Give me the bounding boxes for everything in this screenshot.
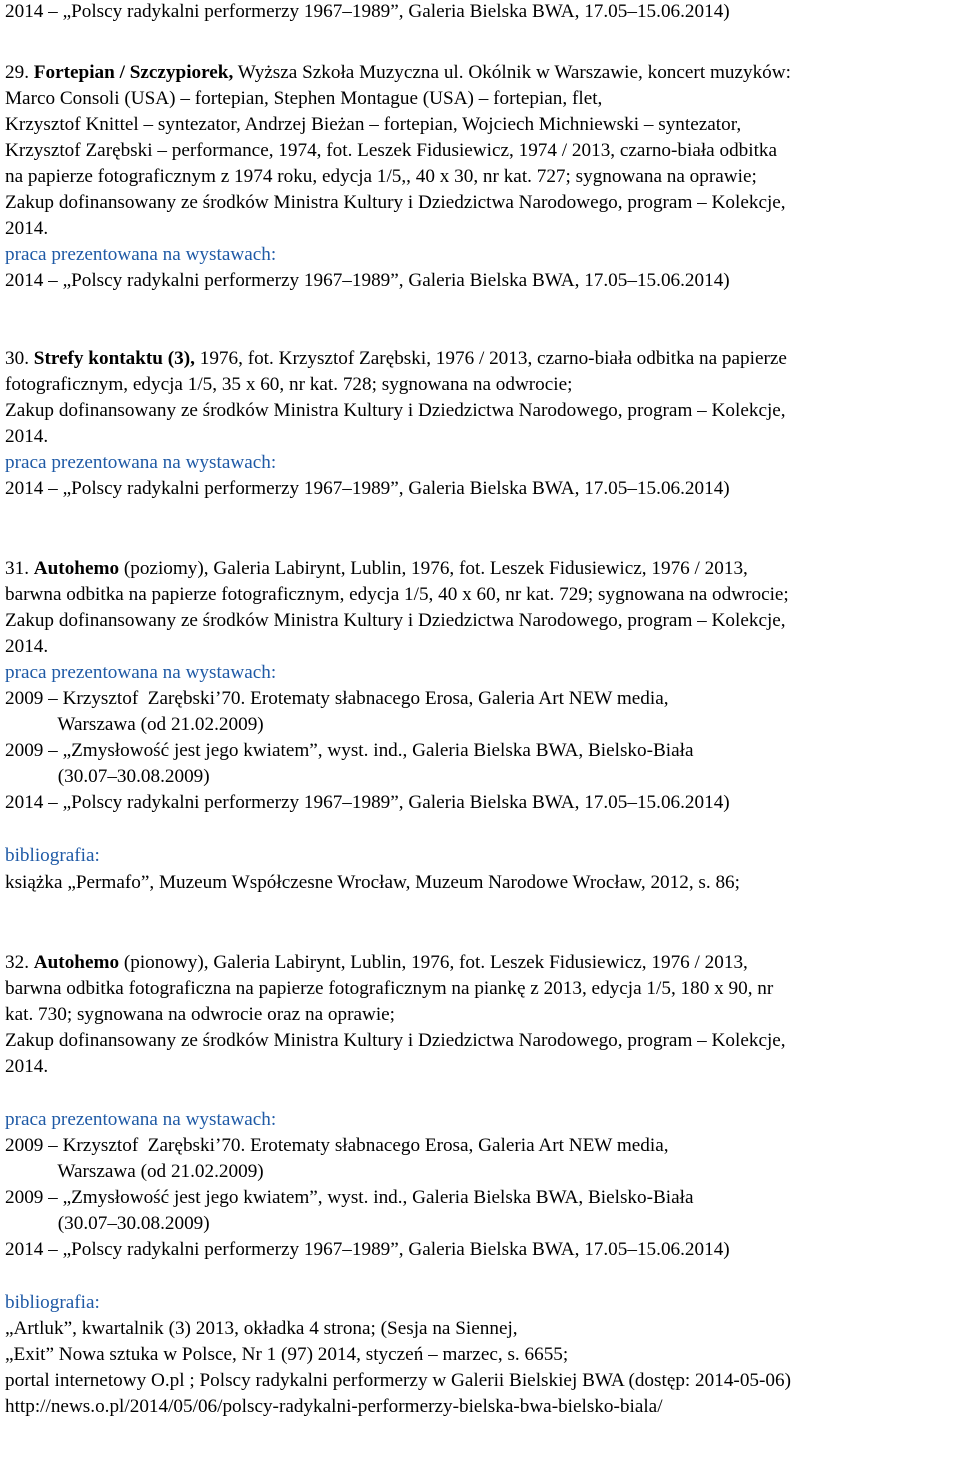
- bibliography-label: bibliografia:: [5, 1292, 100, 1313]
- entry-30-line-3: Zakup dofinansowany ze środków Ministra Kultury i Dziedzictwa Narodowego, program – Kolekcje,: [5, 400, 786, 421]
- exhibitions-label: praca prezentowana na wystawach:: [5, 662, 277, 683]
- entry-title: Fortepian / Szczypiorek,: [33, 62, 234, 83]
- exhibition-line: 2009 – „Zmysłowość jest jego kwiatem”, wyst. ind., Galeria Bielska BWA, Bielsko-Biała: [5, 740, 694, 761]
- exhibition-line: Warszawa (od 21.02.2009): [5, 1161, 264, 1182]
- entry-title: Autohemo: [33, 952, 120, 973]
- entry-text: Wyższa Szkoła Muzyczna ul. Okólnik w Warszawie, koncert muzyków:: [233, 62, 791, 83]
- entry-number: 32.: [5, 952, 34, 973]
- entry-text: 1976, fot. Krzysztof Zarębski, 1976 / 2013, czarno-biała odbitka na papierze: [194, 348, 787, 369]
- entry-32-line-2: barwna odbitka fotograficzna na papierze fotograficznym na piankę z 2013, edycja 1/5, 180 x 90, nr: [5, 978, 774, 999]
- entry-number: 29.: [5, 62, 34, 83]
- entry-text: (pionowy), Galeria Labirynt, Lublin, 1976, fot. Leszek Fidusiewicz, 1976 / 2013,: [119, 952, 748, 973]
- exhibition-line: (30.07–30.08.2009): [5, 1213, 210, 1234]
- entry-29-line-2: Marco Consoli (USA) – fortepian, Stephen Montague (USA) – fortepian, flet,: [5, 88, 603, 109]
- entry-31-line-3: Zakup dofinansowany ze środków Ministra Kultury i Dziedzictwa Narodowego, program – Kolekcje,: [5, 610, 786, 631]
- entry-31-line-2: barwna odbitka na papierze fotograficznym, edycja 1/5, 40 x 60, nr kat. 729; sygnowana na odwrocie;: [5, 584, 789, 605]
- exhibition-line: 2014 – „Polscy radykalni performerzy 1967–1989”, Galeria Bielska BWA, 17.05–15.06.2014): [5, 792, 730, 813]
- exhibitions-label: praca prezentowana na wystawach:: [5, 244, 277, 265]
- bibliography-item: „Exit” Nowa sztuka w Polsce, Nr 1 (97) 2014, styczeń – marzec, s. 6655;: [5, 1344, 569, 1365]
- bibliography-label: bibliografia:: [5, 845, 100, 866]
- entry-30-heading: [5, 346, 787, 372]
- entry-30-line-2: fotograficznym, edycja 1/5, 35 x 60, nr kat. 728; sygnowana na odwrocie;: [5, 374, 573, 395]
- entry-29-line-6: Zakup dofinansowany ze środków Ministra Kultury i Dziedzictwa Narodowego, program – Kolekcje,: [5, 192, 786, 213]
- exhibitions-label: praca prezentowana na wystawach:: [5, 452, 277, 473]
- exhibition-line: 2014 – „Polscy radykalni performerzy 1967–1989”, Galeria Bielska BWA, 17.05–15.06.2014): [5, 1239, 730, 1260]
- entry-title: Strefy kontaktu (3),: [33, 348, 195, 369]
- entry-number: 30.: [5, 348, 34, 369]
- entry-29-line-4: Krzysztof Zarębski – performance, 1974, fot. Leszek Fidusiewicz, 1974 / 2013, czarno-biała odbitka: [5, 140, 778, 161]
- bibliography-link[interactable]: http://news.o.pl/2014/05/06/polscy-radykalni-performerzy-bielska-bwa-bielsko-biala/: [5, 1396, 663, 1417]
- exhibition-line: 2014 – „Polscy radykalni performerzy 1967–1989”, Galeria Bielska BWA, 17.05–15.06.2014): [5, 1, 730, 22]
- entry-32-line-5: 2014.: [5, 1056, 49, 1077]
- exhibition-line: 2014 – „Polscy radykalni performerzy 1967–1989”, Galeria Bielska BWA, 17.05–15.06.2014): [5, 270, 730, 291]
- exhibitions-label: praca prezentowana na wystawach:: [5, 1109, 277, 1130]
- entry-31-heading: [5, 556, 748, 582]
- exhibition-line: Warszawa (od 21.02.2009): [5, 714, 264, 735]
- bibliography-item: „Artluk”, kwartalnik (3) 2013, okładka 4 strona; (Sesja na Siennej,: [5, 1318, 518, 1339]
- entry-30-line-4: 2014.: [5, 426, 49, 447]
- exhibition-line: (30.07–30.08.2009): [5, 766, 210, 787]
- entry-29-heading: [5, 60, 791, 86]
- entry-32-line-3: kat. 730; sygnowana na odwrocie oraz na oprawie;: [5, 1004, 396, 1025]
- exhibition-line: 2014 – „Polscy radykalni performerzy 1967–1989”, Galeria Bielska BWA, 17.05–15.06.2014): [5, 478, 730, 499]
- entry-title: Autohemo: [33, 558, 120, 579]
- entry-number: 31.: [5, 558, 34, 579]
- entry-text: (poziomy), Galeria Labirynt, Lublin, 1976, fot. Leszek Fidusiewicz, 1976 / 2013,: [119, 558, 748, 579]
- entry-29-line-7: 2014.: [5, 218, 49, 239]
- entry-32-heading: [5, 950, 748, 976]
- entry-32-line-4: Zakup dofinansowany ze środków Ministra Kultury i Dziedzictwa Narodowego, program – Kolekcje,: [5, 1030, 786, 1051]
- entry-29-line-5: na papierze fotograficznym z 1974 roku, edycja 1/5,, 40 x 30, nr kat. 727; sygnowana na oprawie;: [5, 166, 757, 187]
- exhibition-line: 2009 – Krzysztof Zarębski’70. Erotematy słabnacego Erosa, Galeria Art NEW media,: [5, 1135, 669, 1156]
- entry-29-line-3: Krzysztof Knittel – syntezator, Andrzej Bieżan – fortepian, Wojciech Michniewski – syntezator,: [5, 114, 742, 135]
- exhibition-line: 2009 – „Zmysłowość jest jego kwiatem”, wyst. ind., Galeria Bielska BWA, Bielsko-Biała: [5, 1187, 694, 1208]
- entry-31-line-4: 2014.: [5, 636, 49, 657]
- exhibition-line: 2009 – Krzysztof Zarębski’70. Erotematy słabnacego Erosa, Galeria Art NEW media,: [5, 688, 669, 709]
- bibliography-item: książka „Permafo”, Muzeum Współczesne Wrocław, Muzeum Narodowe Wrocław, 2012, s. 86;: [5, 872, 740, 893]
- bibliography-item: portal internetowy O.pl ; Polscy radykalni performerzy w Galerii Bielskiej BWA (dostęp: 2014-05-06): [5, 1370, 791, 1391]
